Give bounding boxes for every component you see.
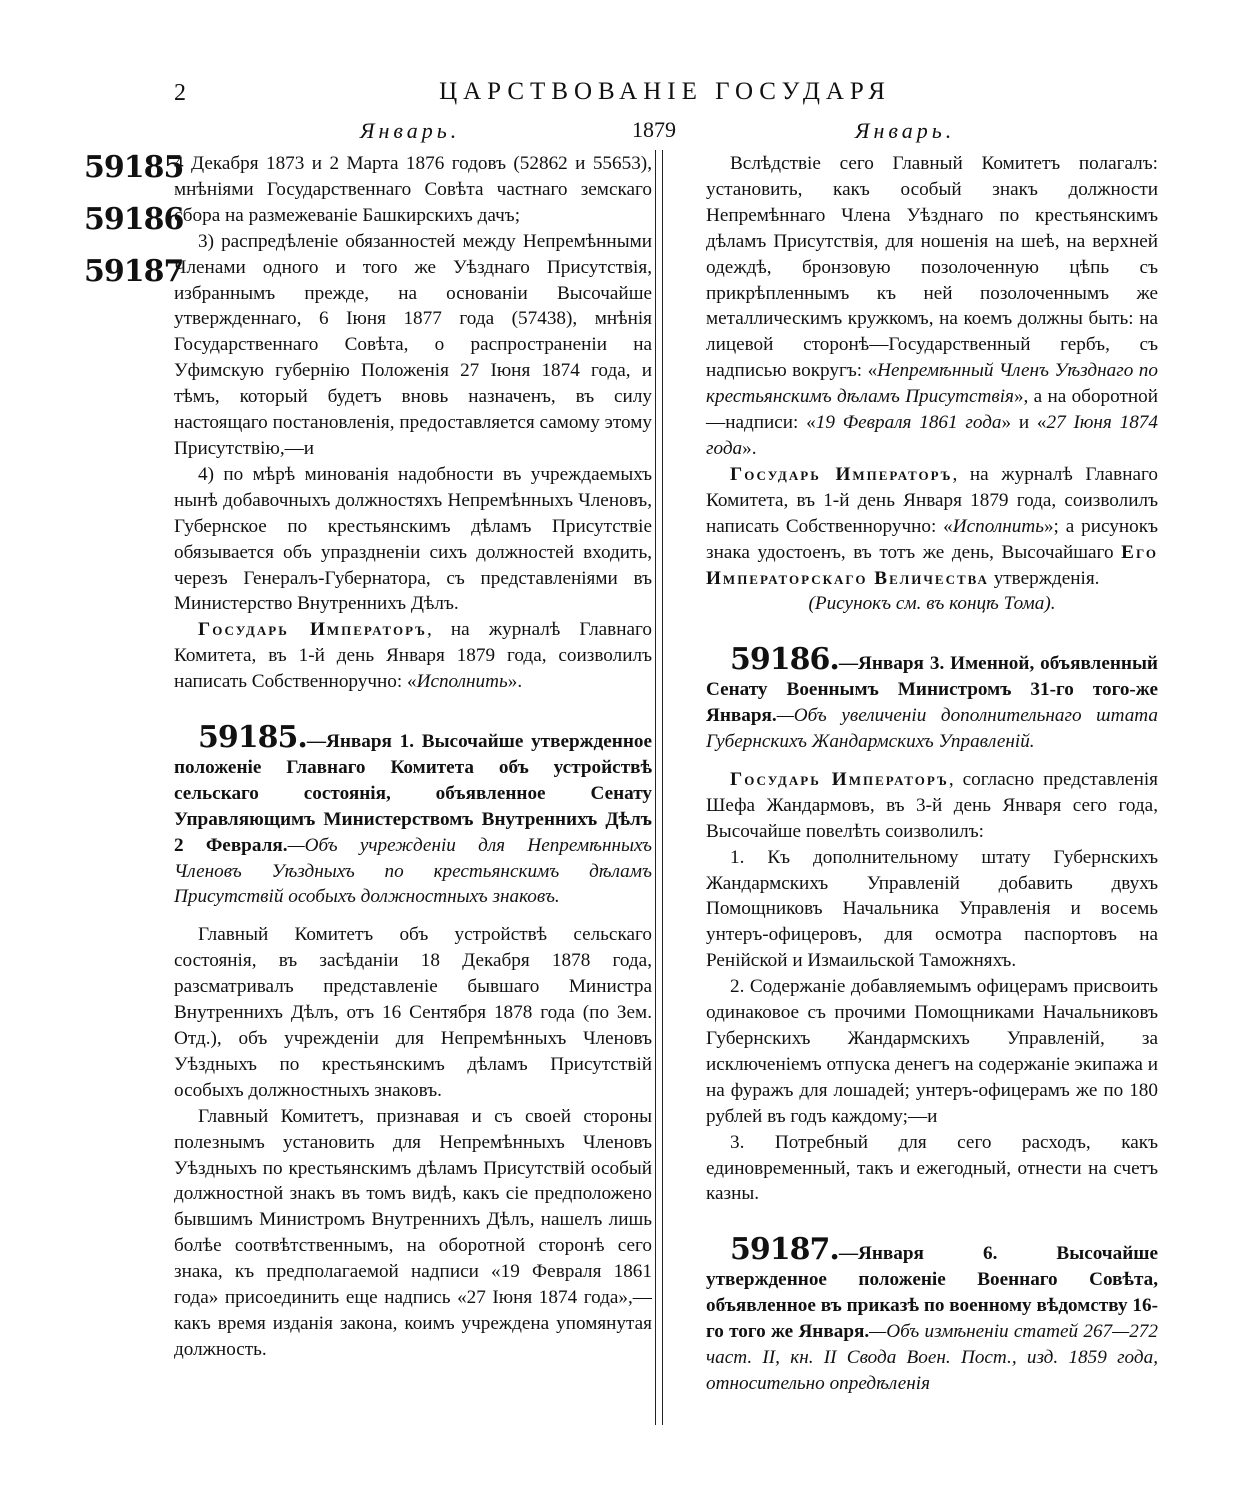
paragraph xyxy=(706,767,1158,845)
paragraph: 4 Декабря 1873 и 2 Марта 1876 годовъ (52862 и 55653), мнѣніями Государственнаго Совѣта частнаго земскаго сбора на размежеваніе Башкирскихъ дачъ; xyxy=(174,153,652,226)
paragraph: Главный Комитетъ объ устройствѣ сельскаго состоянія, въ засѣданіи 18 Декабря 1878 года, разсматривалъ представленіе бывшаго Министра Внутреннихъ Дѣлъ, отъ 16 Сентября 1878 года (по Зем. Отд.), объ учрежденіи для Непремѣнныхъ Членовъ Уѣздныхъ по крестьянскимъ дѣламъ Присутствій особыхъ должностныхъ знаковъ. xyxy=(174,924,652,1101)
list-item: 1. Къ дополнительному штату Губернскихъ Жандармскихъ Управленій добавить двухъ Помощниковъ Начальника Управленія и восемь унтеръ-офицеровъ, для осмотра паспортовъ на Ренійской и Измаильской Таможняхъ. xyxy=(706,846,1158,972)
column-divider xyxy=(655,150,663,1425)
approval-text: , на журналѣ Главнаго Комитета, въ 1-й день Января 1879 года, соизволилъ написать Собственноручно: « xyxy=(706,463,1158,537)
month-left: Январь. xyxy=(360,118,461,143)
article-subject: —Объ измѣненіи статей 267—272 част. II, кн. II Свода Воен. Пост., изд. 1859 года, относительно опредѣленія xyxy=(706,1321,1158,1394)
emperor-title: Государь Императоръ xyxy=(730,463,953,485)
article-number: 59187. xyxy=(730,1232,839,1268)
article-subject: —Объ учрежденіи для Непремѣнныхъ Членовъ Уѣздныхъ по крестьянскимъ дѣламъ Присутствій особыхъ должностныхъ знаковъ. xyxy=(174,834,653,908)
paragraph: 4) по мѣрѣ минованія надобности въ учреждаемыхъ нынѣ добавочныхъ должностяхъ Непремѣнныхъ Членовъ, Губернское по крестьянскимъ дѣламъ Присутствіе обязывается объ упраздненіи сихъ должностей входить, черезъ Генералъ-Губернатора, съ представленіями въ Министерство Внутреннихъ Дѣлъ. xyxy=(174,463,652,615)
article-heading xyxy=(706,642,1158,755)
article-subject: —Объ увеличеніи дополнительнаго штата Губернскихъ Жандармскихъ Управленій. xyxy=(706,705,1158,753)
article-heading xyxy=(706,1232,1158,1396)
approval-quote: Исполнить xyxy=(416,671,508,693)
margin-number: 59186 xyxy=(84,202,184,237)
month-right: Январь. xyxy=(855,118,956,143)
margin-number: 59185 xyxy=(84,150,184,185)
paragraph: 3) распредѣленіе обязанностей между Непремѣнными Членами одного и того же Уѣзднаго Присутствія, избраннымъ прежде, на основаніи Высочайше утвержденнаго, 6 Іюня 1877 года (57438), мнѣнія Государственнаго Совѣта, о распространеніи на Уфимскую губернію Положенія 27 Іюня 1874 года, и тѣмъ, который будетъ вновь назначенъ, въ силу настоящаго постановленія, предоставляется самому этому Присутствію,—и xyxy=(174,230,652,459)
article-number: 59185. xyxy=(198,720,307,756)
inscription-quote: 27 Іюня 1874 года xyxy=(706,412,1158,459)
article-heading xyxy=(174,720,653,910)
paragraph-text: , согласно представленія Шефа Жандармовъ, въ 3-й день Января сего года, Высочайше повелѣть соизволилъ: xyxy=(706,768,1158,842)
article-number: 59186. xyxy=(730,642,839,678)
list-item: 2. Содержаніе добавляемымъ офицерамъ присвоить одинаковое съ прочими Помощниками Начальниковъ Губернскихъ Жандармскихъ Управленій, за исключеніемъ отпуска денегъ на содержаніе экипажа и на фуражъ для лошадей; унтеръ-офицерамъ же по 180 рублей въ годъ каждому;—и xyxy=(706,976,1158,1127)
running-title: ЦАРСТВОВАНІЕ ГОСУДАРЯ xyxy=(439,78,891,105)
inscription-quote: Непремѣнный Членъ Уѣзднаго по крестьянскимъ дѣламъ Присутствія xyxy=(706,360,1158,408)
approval-end: утвержденія. xyxy=(988,567,1100,589)
paragraph-text: ». xyxy=(742,437,757,459)
approval-text: »; а рисунокъ знака удостоенъ, въ тотъ же день, Высочайшаго xyxy=(706,515,1158,563)
left-column xyxy=(174,151,652,1363)
margin-number: 59187 xyxy=(84,254,184,289)
list-item: 3. Потребный для сего расходъ, какъ единовременный, такъ и ежегодный, отнести на счетъ казны. xyxy=(706,1131,1158,1205)
article-title: —Января 1. Высочайше утвержденное положеніе Главнаго Комитета объ устройствѣ сельскаго состоянія, объявленное Сенату Управляющимъ Министерствомъ Внутреннихъ Дѣлъ 2 Февраля. xyxy=(174,731,652,856)
paragraph: Главный Комитетъ, признавая и съ своей стороны полезнымъ установить для Непремѣнныхъ Членовъ Уѣздныхъ по крестьянскимъ дѣламъ Присутствій особый должностной знакъ въ томъ видѣ, какъ сіе предположено бывшимъ Министромъ Внутреннихъ Дѣлъ, нашелъ лишь болѣе соотвѣтственнымъ, на оборотной сторонѣ сего знака, къ предполагаемой надписи «19 Февраля 1861 года» присоединить еще надпись «27 Іюня 1874 года»,—какъ время изданія закона, коимъ учреждена упомянутая должность. xyxy=(174,1105,652,1360)
article-title: —Января 3. Именной, объявленный Сенату Военнымъ Министромъ 31-го того-же Января. xyxy=(706,653,1158,727)
inscription-quote: 19 Февраля 1861 года xyxy=(815,412,1002,434)
approval-end: ». xyxy=(507,671,523,693)
right-column xyxy=(706,151,1158,1397)
paragraph xyxy=(706,151,1158,462)
paragraph-text: », а на оборотной—надписи: « xyxy=(706,386,1158,434)
year: 1879 xyxy=(632,117,676,142)
paragraph-text: Вслѣдствіе сего Главный Комитетъ полагалъ: установить, какъ особый знакъ должности Непремѣннаго Члена Уѣзднаго по крестьянскимъ дѣламъ Присутствія, для ношенія на шеѣ, на верхней одеждѣ, бронзовую позолоченную цѣпь съ прикрѣпленнымъ къ ней позолоченнымъ же металлическимъ кружкомъ, на коемъ должны быть: на лицевой сторонѣ—Государственный гербъ, съ надписью вокругъ: « xyxy=(706,153,1158,382)
page-number: 2 xyxy=(174,80,186,106)
approval-paragraph xyxy=(706,462,1158,592)
majesty-title: Его Императорскаго Величества xyxy=(706,541,1158,589)
approval-text: , на журналѣ Главнаго Комитета, въ 1-й день Января 1879 года, соизволилъ написать Собственноручно: « xyxy=(174,619,652,693)
figure-note: (Рисунокъ см. въ концѣ Тома). xyxy=(808,593,1056,615)
emperor-title: Государь Императоръ xyxy=(730,768,949,790)
emperor-title: Государь Императоръ xyxy=(198,619,427,641)
article-title: —Января 6. Высочайше утвержденное положеніе Военнаго Совѣта, объявленное въ приказѣ по военному вѣдомству 16-го того же Января. xyxy=(706,1243,1158,1343)
approval-paragraph xyxy=(174,617,652,695)
paragraph-text: » и « xyxy=(1001,412,1047,434)
approval-quote: Исполнить xyxy=(952,515,1044,537)
